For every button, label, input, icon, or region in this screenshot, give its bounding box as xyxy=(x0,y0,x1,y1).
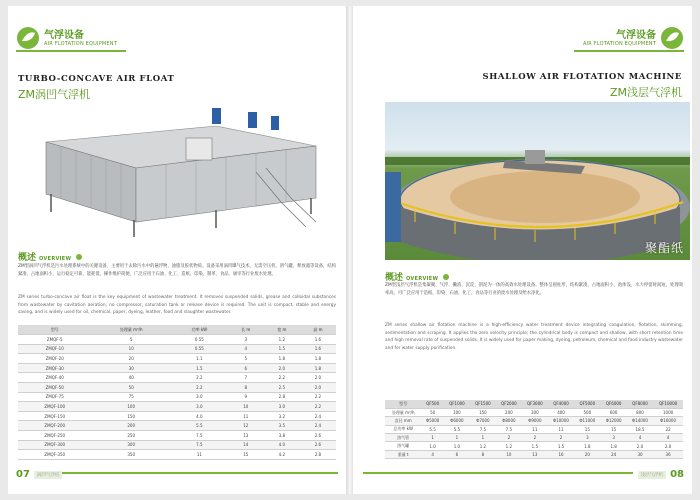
table-header-row xyxy=(385,400,683,408)
table-cell: 重量 t xyxy=(385,450,421,458)
table-row xyxy=(385,434,683,442)
table-cell: 11 xyxy=(522,425,548,433)
table-header-cell: 宽 m xyxy=(264,325,300,335)
table-cell: 1.1 xyxy=(171,354,228,364)
table-cell: 3 xyxy=(601,434,627,442)
table-row xyxy=(18,431,336,441)
table-cell: 1.2 xyxy=(470,442,496,450)
table-cell: 300 xyxy=(522,408,548,416)
table-cell: 13 xyxy=(228,431,264,441)
table-row xyxy=(18,373,336,383)
overview-paragraph-cn: ZM型涡凹气浮机是污水处理系统中的关键设备，主要用于去除污水中的悬浮物、油脂及胶状物质。设备采用涡凹曝气技术，无需空压机、溶气罐、释放器等设备，结构紧凑，占地面积小，运行稳定可靠，能耗低，操作维护简便，广泛应用于石油、化工、造纸、印染、制革、食品、屠宰等行业废水处理。 xyxy=(18,264,336,277)
table-cell: Φ7000 xyxy=(470,417,496,425)
table-header-cell: QF6000 xyxy=(601,400,627,408)
table-row xyxy=(385,425,683,433)
table-cell: Φ8000 xyxy=(496,417,522,425)
right-page xyxy=(353,6,692,494)
table-cell: ZMQF-20 xyxy=(18,354,91,364)
table-cell: 8 xyxy=(470,450,496,458)
table-cell: Φ14000 xyxy=(627,417,653,425)
table-header-cell: QF10000 xyxy=(653,400,683,408)
table-cell: ZMQF-40 xyxy=(18,373,91,383)
table-cell: 1.8 xyxy=(601,442,627,450)
table-cell: 18.5 xyxy=(627,425,653,433)
table-cell: 7 xyxy=(228,373,264,383)
table-row xyxy=(18,344,336,354)
table-cell: Φ12000 xyxy=(601,417,627,425)
table-header-row xyxy=(18,325,336,335)
table-header-cell: QF1500 xyxy=(470,400,496,408)
table-cell: Φ10000 xyxy=(548,417,574,425)
footer-left xyxy=(16,469,62,480)
table-cell: 5 xyxy=(228,354,264,364)
table-cell: 24 xyxy=(601,450,627,458)
table-cell: 7.5 xyxy=(496,425,522,433)
table-cell: 7.5 xyxy=(171,431,228,441)
table-cell: 1.2 xyxy=(264,335,300,345)
table-row xyxy=(18,411,336,421)
table-cell: 1 xyxy=(421,434,444,442)
table-cell: Φ6000 xyxy=(444,417,470,425)
table-cell: 溶气管 xyxy=(385,434,421,442)
table-header-cell: QF500 xyxy=(421,400,444,408)
table-cell: 500 xyxy=(574,408,600,416)
brand-en: AIR FLOTATION EQUIPMENT xyxy=(583,40,656,47)
table-cell: 13 xyxy=(522,450,548,458)
footer-right xyxy=(638,469,684,480)
table-cell: 3.2 xyxy=(264,411,300,421)
overview-heading-left xyxy=(18,250,82,263)
table-cell: 1.6 xyxy=(300,335,336,345)
table-header-cell: QF5000 xyxy=(574,400,600,408)
left-page xyxy=(8,6,347,494)
table-cell: 3.0 xyxy=(171,402,228,412)
table-cell: 36 xyxy=(653,450,683,458)
leaf-logo-icon xyxy=(16,26,40,50)
table-row xyxy=(18,440,336,450)
table-row xyxy=(385,450,683,458)
table-cell: 2.0 xyxy=(264,363,300,373)
table-cell: 16 xyxy=(548,450,574,458)
table-cell: 5.5 xyxy=(421,425,444,433)
table-cell: 2.2 xyxy=(300,402,336,412)
spec-table-right xyxy=(385,400,683,459)
table-header-cell: QF8000 xyxy=(627,400,653,408)
product-title-cn: ZM浅层气浮机 xyxy=(609,86,682,99)
page-number: 07 xyxy=(16,469,30,480)
watermark-text: 聚酯纸 xyxy=(644,241,684,255)
table-cell: 20 xyxy=(574,450,600,458)
table-cell: 12 xyxy=(228,421,264,431)
table-header-cell: 型号 xyxy=(18,325,91,335)
table-row xyxy=(18,354,336,364)
overview-paragraph-en: ZM series shallow air flotation machine is a high-efficiency water treatment device integrating coagulation, flotation, skimming, sedimentation and scraping. It applies the zero velocity principle; the cylindrical body is compact and shallow, with short retention time and high removal rate of suspended solids. It is widely used for paper making, dyeing, petroleum, chemical and food industry wastewater and for water supply purification. xyxy=(385,323,683,351)
bullet-icon xyxy=(76,254,82,260)
table-cell: 2.2 xyxy=(264,373,300,383)
table-row xyxy=(18,335,336,345)
table-cell: 15 xyxy=(228,450,264,460)
table-row xyxy=(18,450,336,460)
table-cell: 2.6 xyxy=(300,440,336,450)
table-header-cell: 型号 xyxy=(385,400,421,408)
table-header-cell: 处理量 m³/h xyxy=(91,325,171,335)
table-header-cell: QF4000 xyxy=(548,400,574,408)
table-cell: Φ9000 xyxy=(522,417,548,425)
brand-logo-left xyxy=(16,26,117,50)
table-cell: ZMQF-30 xyxy=(18,363,91,373)
table-cell: 5.5 xyxy=(171,421,228,431)
product-title-en: SHALLOW AIR FLOTATION MACHINE xyxy=(482,72,682,82)
table-cell: 2 xyxy=(496,434,522,442)
overview-en: OVERVIEW xyxy=(39,256,72,262)
table-cell: 800 xyxy=(627,408,653,416)
table-header-cell: 长 m xyxy=(228,325,264,335)
table-cell: ZMQF-350 xyxy=(18,450,91,460)
brand-cn: 气浮设备 xyxy=(44,29,84,41)
table-cell: 30 xyxy=(91,363,171,373)
table-cell: 11 xyxy=(548,425,574,433)
table-cell: 2.0 xyxy=(300,373,336,383)
table-cell: ZMQF-200 xyxy=(18,421,91,431)
table-cell: 600 xyxy=(601,408,627,416)
overview-cn: 概述 xyxy=(385,273,404,283)
table-row xyxy=(385,442,683,450)
table-cell: 1.2 xyxy=(496,442,522,450)
table-cell: ZMQF-50 xyxy=(18,383,91,393)
table-cell: 11 xyxy=(228,411,264,421)
table-cell: Φ16000 xyxy=(653,417,683,425)
table-cell: 4.0 xyxy=(264,440,300,450)
table-cell: 1 xyxy=(470,434,496,442)
table-cell: 30 xyxy=(627,450,653,458)
table-cell: 4.2 xyxy=(264,450,300,460)
table-cell: 20 xyxy=(91,354,171,364)
table-cell: 350 xyxy=(91,450,171,460)
table-cell: 1.8 xyxy=(300,354,336,364)
table-cell: ZMQF-75 xyxy=(18,392,91,402)
table-cell: 7.5 xyxy=(470,425,496,433)
table-cell: 处理量 m³/h xyxy=(385,408,421,416)
table-cell: ZMQF-300 xyxy=(18,440,91,450)
table-cell: 2.4 xyxy=(300,411,336,421)
table-header-cell: QF1000 xyxy=(444,400,470,408)
table-cell: 4 xyxy=(421,450,444,458)
table-cell: 9 xyxy=(228,392,264,402)
table-cell: 6 xyxy=(444,450,470,458)
table-cell: 1000 xyxy=(653,408,683,416)
page-number: 08 xyxy=(670,469,684,480)
table-cell: 50 xyxy=(91,383,171,393)
table-cell: 总功率 kW xyxy=(385,425,421,433)
table-cell: 75 xyxy=(91,392,171,402)
table-cell: 2.8 xyxy=(264,392,300,402)
table-cell: 1 xyxy=(444,434,470,442)
table-cell: 4.0 xyxy=(171,411,228,421)
footer-rule xyxy=(48,472,338,474)
header-rule xyxy=(16,50,126,52)
table-cell: 2.2 xyxy=(300,392,336,402)
table-cell: 3 xyxy=(574,434,600,442)
table-cell: 2.0 xyxy=(627,442,653,450)
product-title-cn: ZM涡凹气浮机 xyxy=(18,88,91,101)
overview-paragraph-cn: ZM型浅层气浮机是集凝聚、气浮、撇渣、沉淀、刮泥为一体的高效水处理设备。整体呈圆柱形，结构紧凑，占地面积小，池体浅，水力停留时间短，处理效率高，可广泛应用于造纸、印染、石油、化工、食品等行业的废水处理及给水净化。 xyxy=(385,283,683,296)
footer-rule xyxy=(363,472,633,474)
table-cell: 100 xyxy=(444,408,470,416)
table-row xyxy=(18,421,336,431)
table-cell: 5.5 xyxy=(444,425,470,433)
table-cell: 1.5 xyxy=(548,442,574,450)
table-cell: 400 xyxy=(548,408,574,416)
table-header-cell: 高 m xyxy=(300,325,336,335)
table-row xyxy=(18,402,336,412)
table-cell: 1.8 xyxy=(300,363,336,373)
table-header-cell: QF2000 xyxy=(496,400,522,408)
table-cell: 10 xyxy=(496,450,522,458)
table-cell: 4 xyxy=(627,434,653,442)
table-cell: 1.8 xyxy=(574,442,600,450)
table-cell: 溶气罐 xyxy=(385,442,421,450)
overview-paragraph-en: ZM series turbo-concave air float is the key equipment of wastewater treatment. It removes suspended solids, grease and colloidal substances from wastewater by cavitation aeration; no compressor, saturation tank or release device is required. The unit is compact, stable and energy saving, and is widely used for oil, chemical, paper, dyeing, leather, food and slaughter wastewater. xyxy=(18,295,336,316)
table-cell: 1.0 xyxy=(444,442,470,450)
bullet-icon xyxy=(443,274,449,280)
table-row xyxy=(18,392,336,402)
table-cell: 1.8 xyxy=(264,354,300,364)
table-cell: ZMQF-5 xyxy=(18,335,91,345)
table-cell: 1.0 xyxy=(421,442,444,450)
page-label: 浅层气浮机 xyxy=(638,471,667,479)
table-cell: 7.5 xyxy=(171,440,228,450)
table-cell: 2.5 xyxy=(264,383,300,393)
table-cell: 4 xyxy=(653,434,683,442)
table-row xyxy=(385,417,683,425)
table-cell: 5 xyxy=(91,335,171,345)
leaf-logo-icon xyxy=(660,26,684,50)
brand-en: AIR FLOTATION EQUIPMENT xyxy=(44,40,117,47)
table-cell: 3.0 xyxy=(264,402,300,412)
table-cell: 1.6 xyxy=(300,344,336,354)
table-cell: 3.0 xyxy=(171,392,228,402)
table-cell: ZMQF-100 xyxy=(18,402,91,412)
table-cell: 22 xyxy=(653,425,683,433)
overview-en: OVERVIEW xyxy=(406,276,439,282)
table-row xyxy=(385,408,683,416)
table-cell: ZMQF-250 xyxy=(18,431,91,441)
table-cell: 150 xyxy=(470,408,496,416)
table-cell: Φ11000 xyxy=(574,417,600,425)
table-cell: 4 xyxy=(228,344,264,354)
spec-table-left xyxy=(18,325,336,460)
table-cell: 1.5 xyxy=(522,442,548,450)
table-cell: ZMQF-150 xyxy=(18,411,91,421)
table-cell: 11 xyxy=(171,450,228,460)
table-cell: Φ5000 xyxy=(421,417,444,425)
table-cell: 3.8 xyxy=(264,431,300,441)
table-cell: 300 xyxy=(91,440,171,450)
table-cell: 200 xyxy=(91,421,171,431)
page-label: 涡凹气浮机 xyxy=(34,471,63,479)
table-cell: 15 xyxy=(574,425,600,433)
brand-cn: 气浮设备 xyxy=(616,29,656,41)
table-cell: 100 xyxy=(91,402,171,412)
table-cell: 2 xyxy=(548,434,574,442)
table-cell: 2.2 xyxy=(171,373,228,383)
table-cell: 2.0 xyxy=(653,442,683,450)
table-cell: 250 xyxy=(91,431,171,441)
table-header-cell: 功率 kW xyxy=(171,325,228,335)
table-cell: 2.0 xyxy=(300,383,336,393)
table-cell: 1.5 xyxy=(264,344,300,354)
table-cell: ZMQF-10 xyxy=(18,344,91,354)
overview-cn: 概述 xyxy=(18,253,37,263)
table-cell: 3.5 xyxy=(264,421,300,431)
table-cell: 直径 mm xyxy=(385,417,421,425)
table-cell: 0.55 xyxy=(171,344,228,354)
table-cell: 2.6 xyxy=(300,431,336,441)
table-cell: 200 xyxy=(496,408,522,416)
table-cell: 10 xyxy=(228,402,264,412)
table-cell: 10 xyxy=(91,344,171,354)
table-cell: 2.8 xyxy=(300,450,336,460)
table-cell: 2.2 xyxy=(171,383,228,393)
shallow-float-photo xyxy=(385,102,690,260)
table-cell: 0.55 xyxy=(171,335,228,345)
table-cell: 1.5 xyxy=(171,363,228,373)
table-row xyxy=(18,363,336,373)
table-cell: 150 xyxy=(91,411,171,421)
table-header-cell: QF3000 xyxy=(522,400,548,408)
table-cell: 2 xyxy=(522,434,548,442)
table-cell: 8 xyxy=(228,383,264,393)
turbo-float-photo xyxy=(16,102,336,242)
table-cell: 40 xyxy=(91,373,171,383)
product-title-en: TURBO-CONCAVE AIR FLOAT xyxy=(18,74,175,84)
brand-logo-right xyxy=(583,26,684,50)
header-rule xyxy=(574,50,684,52)
table-cell: 6 xyxy=(228,363,264,373)
table-cell: 14 xyxy=(228,440,264,450)
table-row xyxy=(18,383,336,393)
table-cell: 15 xyxy=(601,425,627,433)
table-cell: 3 xyxy=(228,335,264,345)
table-cell: 50 xyxy=(421,408,444,416)
table-cell: 2.4 xyxy=(300,421,336,431)
